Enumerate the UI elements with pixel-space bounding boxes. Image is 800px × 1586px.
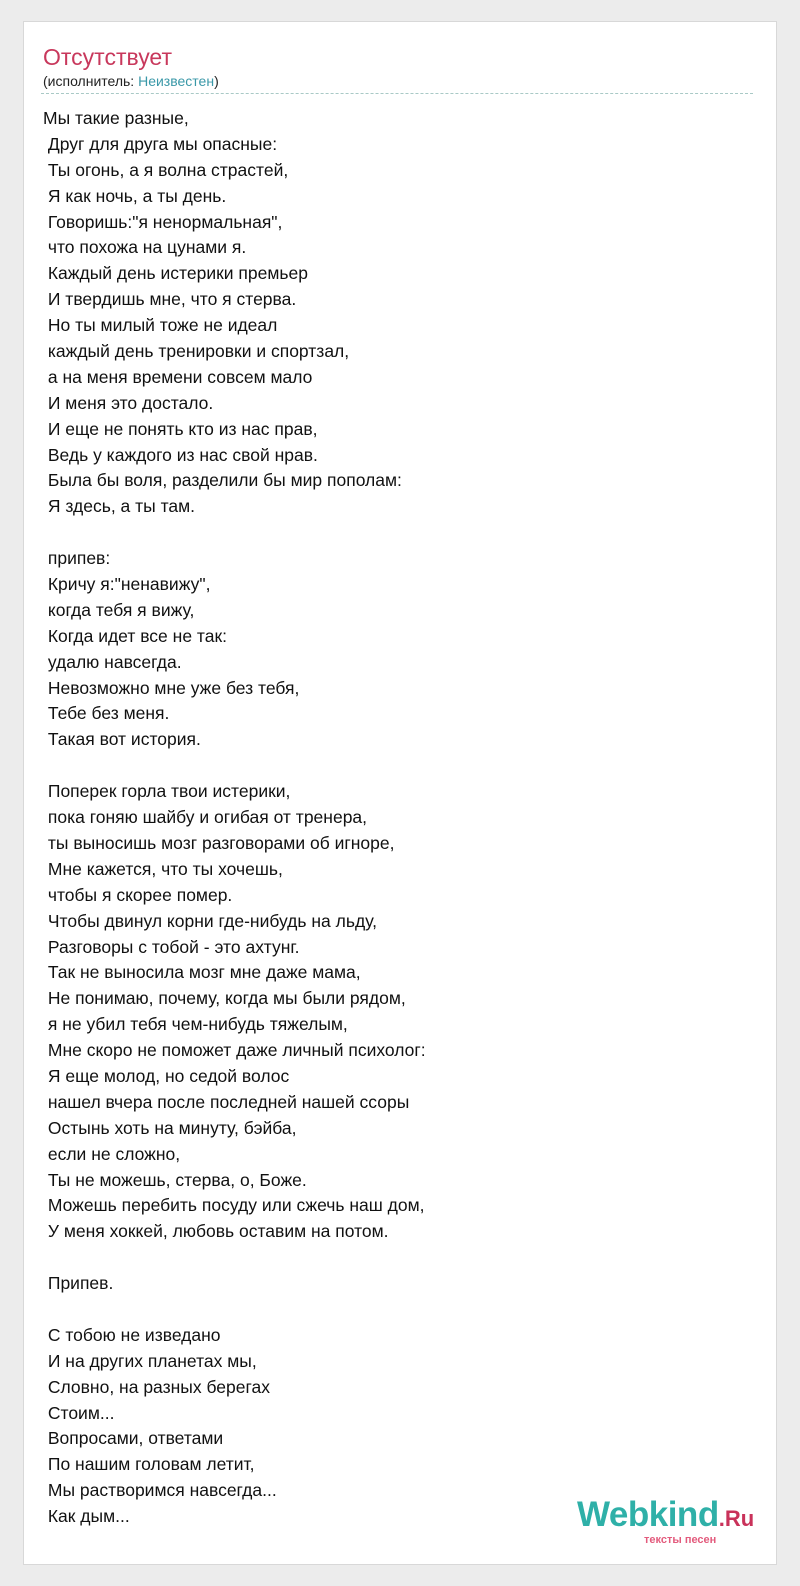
lyric-line: Ты не можешь, стерва, о, Боже. [43,1169,307,1190]
lyric-line: удалю навсегда. [43,651,182,672]
lyric-line: а на меня времени совсем мало [43,366,313,387]
lyric-line: Мне кажется, что ты хочешь, [43,858,283,879]
lyric-line: ты выносишь мозг разговорами об игноре, [43,832,395,853]
lyric-line: Я здесь, а ты там. [43,496,196,517]
lyric-line: Стоим... [43,1402,115,1423]
lyric-line: если не сложно, [43,1143,181,1164]
lyric-line: Остынь хоть на минуту, бэйба, [43,1117,297,1138]
lyric-line: Тебе без меня. [43,703,170,724]
lyric-line: Я как ночь, а ты день. [43,185,227,206]
lyric-line: Кричу я:"ненавижу", [43,574,211,595]
lyric-line: И твердишь мне, что я стерва. [43,289,297,310]
lyric-line: пока гоняю шайбу и огибая от тренера, [43,807,368,828]
logo-tld: .Ru [718,1506,755,1531]
lyric-line: И еще не понять кто из нас прав, [43,418,318,439]
logo-wordmark [577,1495,754,1535]
divider [41,93,753,94]
lyric-line: Мне скоро не поможет даже личный психолог: [43,1040,426,1061]
lyric-line: Вопросами, ответами [43,1428,224,1449]
lyric-line: Поперек горла твои истерики, [43,781,291,802]
lyric-line: Можешь перебить посуду или сжечь наш дом, [43,1195,425,1216]
lyric-line [43,753,426,779]
lyric-line: я не убил тебя чем-нибудь тяжелым, [43,1014,348,1035]
lyric-line: Чтобы двинул корни где-нибудь на льду, [43,910,378,931]
lyric-line: Когда идет все не так: [43,625,227,646]
lyric-line: Разговоры с тобой - это ахтунг. [43,936,300,957]
lyric-line: припев: [43,548,111,569]
lyric-line: Мы такие разные, [43,108,189,128]
lyric-line: По нашим головам летит, [43,1454,255,1475]
webkind-logo[interactable] [577,1495,772,1555]
lyric-line: Мы растворимся навсегда... [43,1480,277,1501]
lyric-line: Говоришь:"я ненормальная", [43,211,283,232]
lyric-line: Такая вот история. [43,729,201,750]
lyric-line: Припев. [43,1273,114,1294]
lyric-line: Словно, на разных берегах [43,1376,270,1397]
lyric-line: нашел вчера после последней нашей ссоры [43,1091,410,1112]
lyric-line: чтобы я скорее помер. [43,884,233,905]
content-card [23,21,777,1565]
lyric-line: Не понимаю, почему, когда мы были рядом, [43,988,406,1009]
artist-prefix: (исполнитель: [43,73,139,89]
artist-suffix: ) [214,73,219,89]
logo-subtitle: тексты песен [644,1534,717,1546]
lyric-line: Каждый день истерики премьер [43,263,308,284]
logo-word: Webkind [577,1495,719,1534]
lyric-line: И меня это достало. [43,392,214,413]
lyric-line: Так не выносила мозг мне даже мама, [43,962,361,983]
lyric-line [43,520,426,546]
lyric-line: когда тебя я вижу, [43,599,195,620]
lyric-line: Я еще молод, но седой волос [43,1065,290,1086]
lyric-line: Ты огонь, а я волна страстей, [43,159,289,180]
lyric-line [43,1245,426,1271]
song-title: Отсутствует [43,44,172,70]
lyrics-text [43,106,426,1530]
lyric-line: Но ты милый тоже не идеал [43,315,278,336]
lyric-line: Невозможно мне уже без тебя, [43,677,300,698]
lyric-line: Как дым... [43,1506,130,1527]
lyric-line: С тобою не изведано [43,1324,221,1345]
lyric-line: Была бы воля, разделили бы мир пополам: [43,470,402,491]
lyric-line: У меня хоккей, любовь оставим на потом. [43,1221,389,1242]
artist-link[interactable]: Неизвестен [138,73,215,89]
lyric-line: каждый день тренировки и спортзал, [43,341,350,362]
lyric-line: И на других планетах мы, [43,1350,257,1371]
lyric-line [43,1297,426,1323]
lyric-line: Друг для друга мы опасные: [43,133,278,154]
artist-line [43,73,219,89]
lyric-line: Ведь у каждого из нас свой нрав. [43,444,318,465]
lyric-line: что похожа на цунами я. [43,237,247,258]
